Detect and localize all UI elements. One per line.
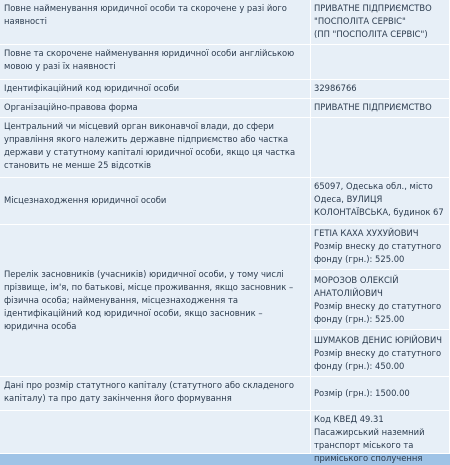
row-label: Ідентифікаційний код юридичної особи (0, 80, 311, 99)
kved-text: Код КВЕД 49.31 Пасажирський наземний транспорт міського та приміського сполучення (314, 414, 425, 463)
table-row (0, 80, 450, 99)
founder-name: ШУМАКОВ ДЕНИС ЮРІЙОВИЧ (314, 335, 443, 345)
founder-name: ГЕТІА КАХА ХУХУЙОВИЧ (314, 228, 419, 238)
founder-name: МОРОЗОВ ОЛЕКСІЙ АНАТОЛІЙОВИЧ (314, 275, 399, 298)
row-label: Дані про розмір статутного капіталу (статутного або складеного капіталу) та про дату закінчення його формування (0, 377, 311, 411)
table-row (0, 178, 450, 225)
table-row (0, 118, 450, 178)
row-value (311, 0, 450, 45)
capital-amount: Розмір (грн.): 1500.00 (311, 377, 450, 411)
address: 65097, Одеська обл., місто Одеса, ВУЛИЦЯ КОЛОНТАЇВСЬКА, будинок 67 (311, 178, 450, 225)
legal-form: ПРИВАТНЕ ПІДПРИЄМСТВО (311, 99, 450, 118)
row-value (311, 45, 450, 80)
row-value (311, 118, 450, 178)
table-row (0, 45, 450, 80)
row-label: Місцезнаходження юридичної особи (0, 178, 311, 225)
founder-share: Розмір внеску до статутного фонду (грн.): 525.00 (314, 241, 442, 264)
list-item (311, 330, 449, 373)
table-row (0, 99, 450, 118)
table-row (0, 411, 450, 454)
row-label: Центральний чи місцевий орган виконавчої влади, до сфери управління якого належить державне підприємство або частка держави у статутному капіталі юридичної особи, якщо ця частка становить не менше 25 відсотків (0, 118, 311, 178)
table-row (0, 377, 450, 411)
row-label (0, 411, 311, 454)
founder-share: Розмір внеску до статутного фонду (грн.): 450.00 (314, 348, 442, 371)
row-label: Повне та скорочене найменування юридичної особи англійською мовою у разі їх наявності (0, 45, 311, 80)
short-name: (ПП "ПОСПОЛІТА СЕРВІС") (314, 29, 428, 39)
list-item (311, 270, 449, 330)
list-item (311, 227, 449, 270)
founder-share: Розмір внеску до статутного фонду (грн.): 525.00 (314, 301, 442, 324)
activity-codes (311, 411, 450, 463)
row-label: Повне найменування юридичної особи та скорочене у разі його наявності (0, 0, 311, 45)
full-name: ПРИВАТНЕ ПІДПРИЄМСТВО "ПОСПОЛІТА СЕРВІС" (314, 3, 432, 26)
table-row (0, 0, 450, 45)
founders-list (311, 225, 450, 377)
table-row (0, 225, 450, 377)
row-label: Організаційно-правова форма (0, 99, 311, 118)
identification-code: 32986766 (311, 80, 450, 99)
row-label: Перелік засновників (учасників) юридичної особи, у тому числі прізвище, ім'я, по батькові, місце проживання, якщо засновник – фізична особа; найменування, місцезнаходження та ідентифікаційний код юридичної особи, якщо засновник – юридична особа (0, 225, 311, 377)
